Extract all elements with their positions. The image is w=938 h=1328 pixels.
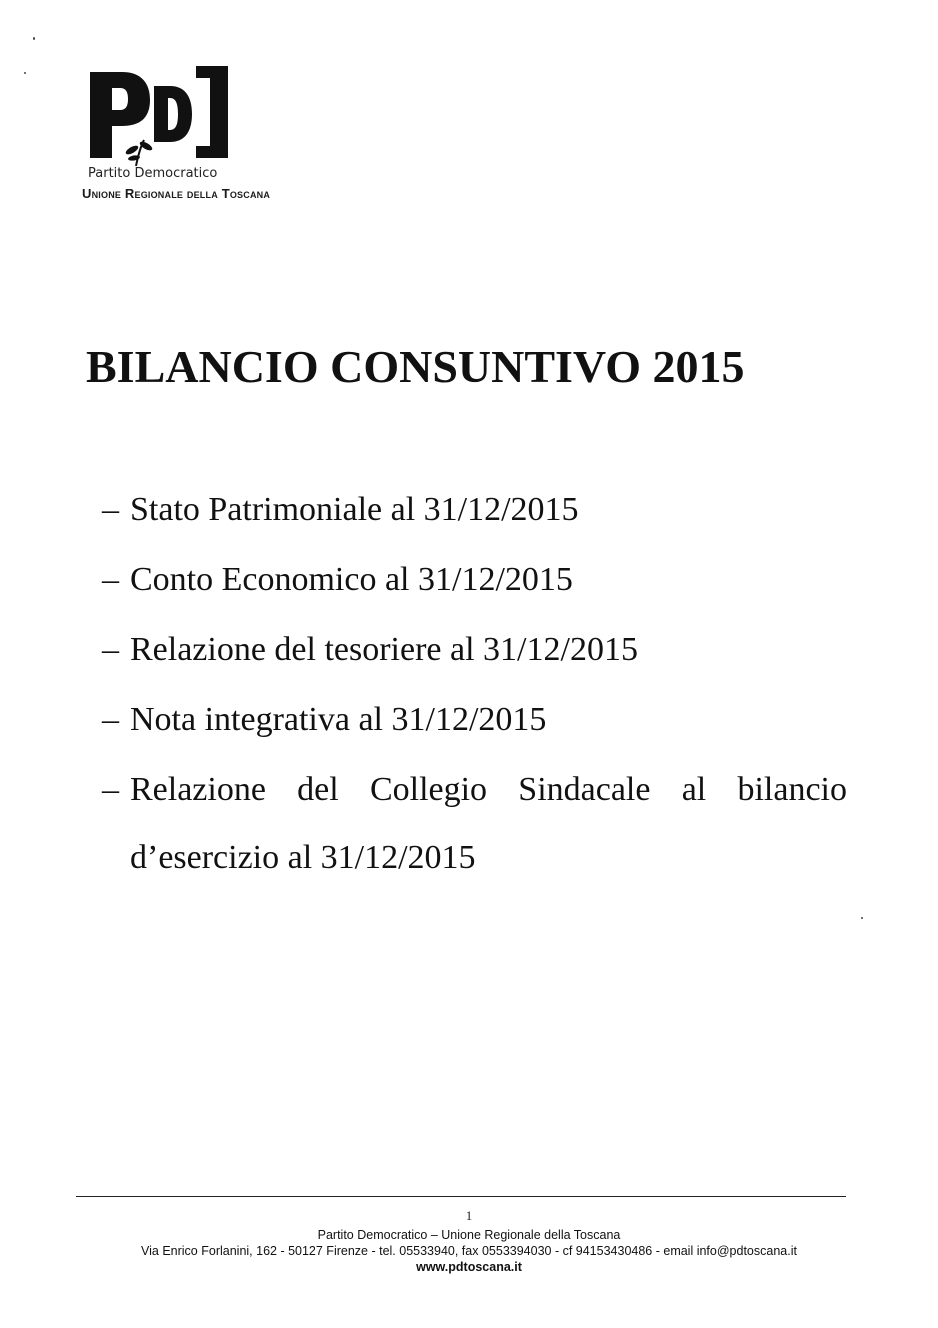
contents-list <box>102 486 847 904</box>
contents-item-text: Stato Patrimoniale al 31/12/2015 <box>130 491 579 528</box>
contents-item-text: Relazione del Collegio Sindacale al bilancio <box>130 771 847 808</box>
scan-speck <box>861 917 863 919</box>
list-dash: – <box>102 631 119 668</box>
list-dash: – <box>102 561 119 598</box>
contents-item-text: Nota integrativa al 31/12/2015 <box>130 701 547 738</box>
scan-speck <box>33 37 35 40</box>
contents-item-text: Conto Economico al 31/12/2015 <box>130 561 573 598</box>
logo-union-line: Unione Regionale della Toscana <box>82 186 271 201</box>
page-number: 1 <box>465 1208 473 1223</box>
contents-item <box>102 766 847 814</box>
contents-item <box>102 626 847 674</box>
footer-organization: Partito Democratico – Unione Regionale della Toscana <box>317 1228 621 1242</box>
list-dash: – <box>102 701 119 738</box>
logo-party-line: Partito Democratico <box>88 166 218 181</box>
footer-website: www.pdtoscana.it <box>416 1260 522 1274</box>
scan-speck <box>24 72 26 74</box>
party-logo <box>82 66 342 216</box>
contents-item <box>102 556 847 604</box>
contents-item-text: Relazione del tesoriere al 31/12/2015 <box>130 631 638 668</box>
contents-item-continuation: d’esercizio al 31/12/2015 <box>130 839 476 876</box>
contents-item <box>102 486 847 534</box>
footer-address: Via Enrico Forlanini, 162 - 50127 Firenze - tel. 05533940, fax 0553394030 - cf 94153430486 - email info@pdtoscana.it <box>141 1244 797 1258</box>
pd-logo-mark <box>88 66 230 166</box>
document-title: BILANCIO CONSUNTIVO 2015 <box>86 341 745 392</box>
list-dash: – <box>102 491 119 528</box>
contents-item <box>102 696 847 744</box>
footer-divider <box>76 1196 846 1197</box>
list-dash: – <box>102 771 119 808</box>
